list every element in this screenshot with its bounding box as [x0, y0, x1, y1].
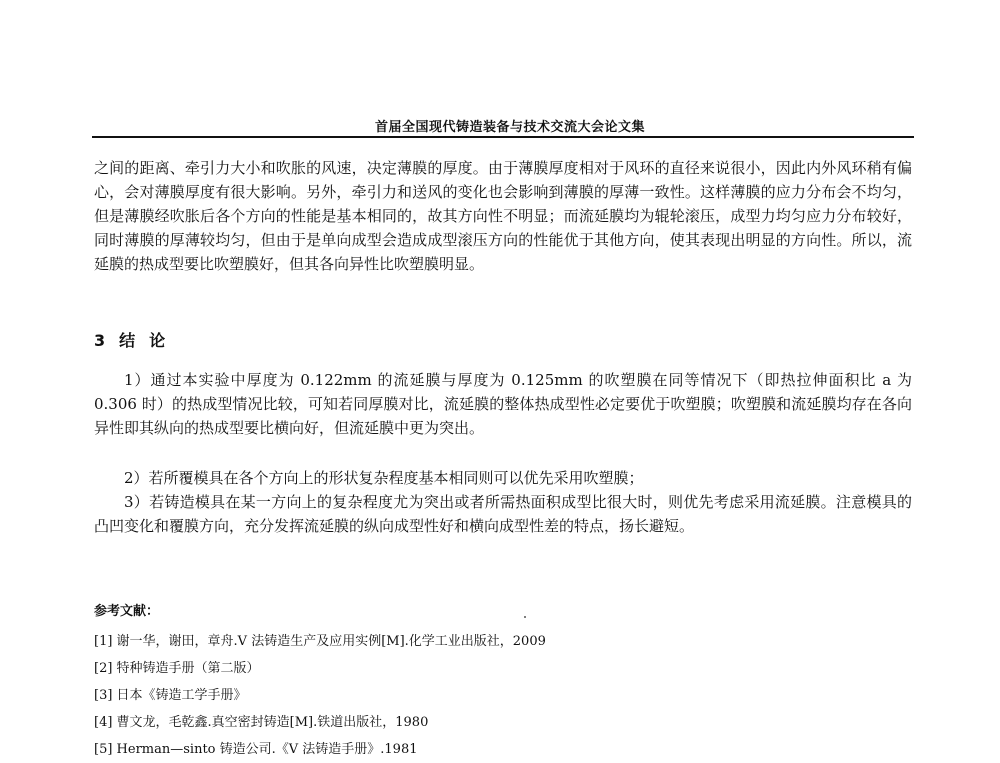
- section-heading: [94, 328, 179, 351]
- reference-item: [1] 谢一华，谢田，章舟.V 法铸造生产及应用实例[M].化学工业出版社，2009: [94, 634, 546, 649]
- scan-speck: [524, 616, 526, 618]
- header-rule: [92, 136, 914, 138]
- section-number: 3: [94, 331, 108, 350]
- reference-item: [2] 特种铸造手册（第二版）: [94, 661, 260, 676]
- conclusion-item-1: 1）通过本实验中厚度为 0.122mm 的流延膜与厚度为 0.125mm 的吹塑膜在同等情况下（即热拉伸面积比 a 为 0.306 时）的热成型情况比较，可知若同厚膜对比，流延膜的整体热成型性必定要优于吹塑膜；吹塑膜和流延膜均存在各向异性即其纵向的热成型要比横向好，但流延膜中更为突出。: [94, 371, 912, 437]
- running-header: 首届全国现代铸造装备与技术交流大会论文集: [374, 120, 645, 135]
- conclusion-item-3: 3）若铸造模具在某一方向上的复杂程度尤为突出或者所需热面积成型比很大时，则优先考虑采用流延膜。注意模具的凸凹变化和覆膜方向，充分发挥流延膜的纵向成型性好和横向成型性差的特点，扬长避短。: [94, 493, 912, 535]
- conclusion-item-2: 2）若所覆模具在各个方向上的形状复杂程度基本相同则可以优先采用吹塑膜；: [124, 469, 644, 487]
- reference-item: [4] 曹文龙，毛乾鑫.真空密封铸造[M].铁道出版社，1980: [94, 715, 429, 730]
- references-list: [94, 628, 912, 763]
- section-title: 结论: [119, 331, 180, 350]
- references-heading: 参考文献：: [94, 604, 160, 619]
- body-paragraph: 之间的距离、牵引力大小和吹胀的风速，决定薄膜的厚度。由于薄膜厚度相对于风环的直径来说很小，因此内外风环稍有偏心，会对薄膜厚度有很大影响。另外，牵引力和送风的变化也会影响到薄膜的厚薄一致性。这样薄膜的应力分布会不均匀，但是薄膜经吹胀后各个方向的性能是基本相同的，故其方向性不明显；而流延膜均为辊轮滚压，成型力均匀应力分布较好，同时薄膜的厚薄较均匀，但由于是单向成型会造成成型滚压方向的性能优于其他方向，使其表现出明显的方向性。所以，流延膜的热成型要比吹塑膜好，但其各向异性比吹塑膜明显。: [94, 159, 912, 273]
- reference-item: [5] Herman—sinto 铸造公司.《V 法铸造手册》.1981: [94, 742, 418, 757]
- reference-item: [3] 日本《铸造工学手册》: [94, 688, 247, 703]
